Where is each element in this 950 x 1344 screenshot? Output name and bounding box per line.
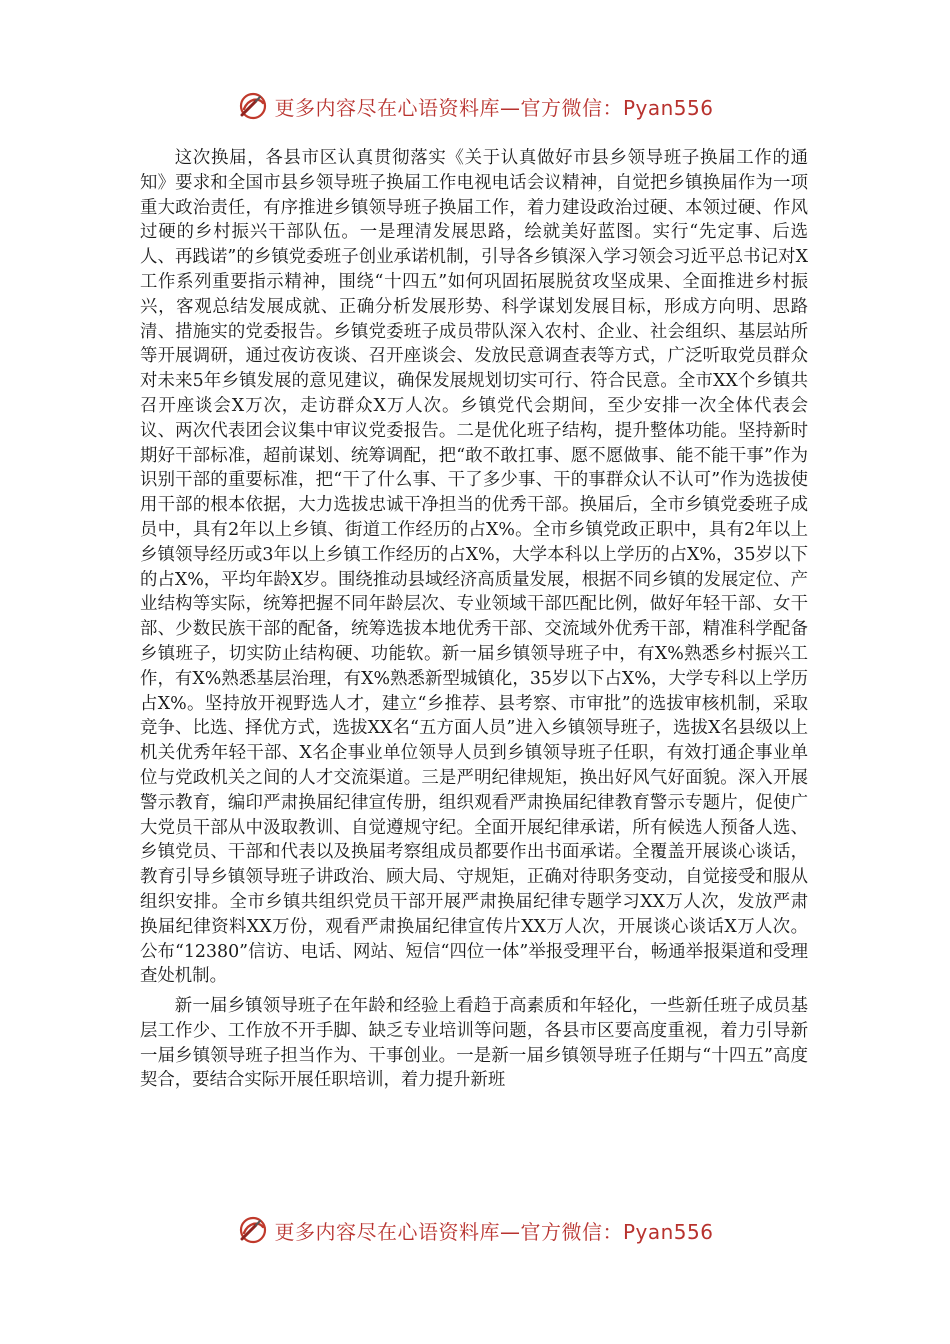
paragraph-1: 这次换届，各县市区认真贯彻落实《关于认真做好市县乡领导班子换届工作的通知》要求和全国市县乡领导班子换届工作电视电话会议精神，自觉把乡镇换届作为一项重大政治责任，有序推进乡镇领导班子换届工作，着力建设政治过硬、本领过硬、作风过硬的乡村振兴干部队伍。一是理清发展思路，绘就美好蓝图。实行“先定事、后选人、再践诺”的乡镇党委班子创业承诺机制，引导各乡镇深入学习领会习近平总书记对X工作系列重要指示精神，围绕“十四五”如何巩固拓展脱贫攻坚成果、全面推进乡村振兴，客观总结发展成就、正确分析发展形势、科学谋划发展目标，形成方向明、思路清、措施实的党委报告。乡镇党委班子成员带队深入农村、企业、社会组织、基层站所等开展调研，通过夜访夜谈、召开座谈会、发放民意调查表等方式，广泛听取党员群众对未来5年乡镇发展的意见建议，确保发展规划切实可行、符合民意。全市XX个乡镇共召开座谈会X万次，走访群众X万人次。乡镇党代会期间，至少安排一次全体代表会议、两次代表团会议集中审议党委报告。二是优化班子结构，提升整体功能。坚持新时期好干部标准，超前谋划、统筹调配，把“敢不敢扛事、愿不愿做事、能不能干事”作为识别干部的重要标准，把“干了什么事、干了多少事、干的事群众认不认可”作为选拔使用干部的根本依据，大力选拔忠诚干净担当的优秀干部。换届后，全市乡镇党委班子成员中，具有2年以上乡镇、街道工作经历的占X%。全市乡镇党政正职中，具有2年以上乡镇领导经历或3年以上乡镇工作经历的占X%，大学本科以上学历的占X%，35岁以下的占X%，平均年龄X岁。围绕推动县域经济高质量发展，根据不同乡镇的发展定位、产业结构等实际，统筹把握不同年龄层次、专业领域干部匹配比例，做好年轻干部、女干部、少数民族干部的配备，统筹选拔本地优秀干部、交流域外优秀干部，精准科学配备乡镇班子，切实防止结构硬、功能软。新一届乡镇领导班子中，有X%熟悉乡村振兴工作，有X%熟悉基层治理，有X%熟悉新型城镇化，35岁以下占X%，大学专科以上学历占X%。坚持放开视野选人才，建立“乡推荐、县考察、市审批”的选拔审核机制，采取竞争、比选、择优方式，选拔XX名“五方面人员”进入乡镇领导班子，选拔X名县级以上机关优秀年轻干部、X名企事业单位领导人员到乡镇领导班子任职，有效打通企事业单位与党政机关之间的人才交流渠道。三是严明纪律规矩，换出好风气好面貌。深入开展警示教育，编印严肃换届纪律宣传册，组织观看严肃换届纪律教育警示专题片，促使广大党员干部从中汲取教训、自觉遵规守纪。全面开展纪律承诺，所有候选人预备人选、乡镇党员、干部和代表以及换届考察组成员都要作出书面承诺。全覆盖开展谈心谈话，教育引导乡镇领导班子讲政治、顾大局、守规矩，正确对待职务变动，自觉接受和服从组织安排。全市乡镇共组织党员干部开展严肃换届纪律专题学习XX万人次，发放严肃换届纪律资料XX万份，观看严肃换届纪律宣传片XX万人次，开展谈心谈话X万人次。公布“12380”信访、电话、网站、短信“四位一体”举报受理平台，畅通举报渠道和受理查处机制。 <box>140 148 808 987</box>
brush-swirl-logo-icon <box>236 1213 270 1247</box>
header-banner-text: 更多内容尽在心语资料库—官方微信：Pyan556 <box>274 95 714 120</box>
brush-swirl-logo-icon <box>236 89 270 123</box>
header-banner <box>0 84 950 128</box>
footer-banner-text: 更多内容尽在心语资料库—官方微信：Pyan556 <box>274 1219 714 1244</box>
paragraph-2: 新一届乡镇领导班子在年龄和经验上看趋于高素质和年轻化，一些新任班子成员基层工作少、工作放不开手脚、缺乏专业培训等问题，各县市区要高度重视，着力引导新一届乡镇领导班子担当作为、干事创业。一是新一届乡镇领导班子任期与“十四五”高度契合，要结合实际开展任职培训，着力提升新班 <box>140 996 808 1091</box>
document-body <box>140 146 808 1093</box>
footer-banner <box>0 1208 950 1252</box>
